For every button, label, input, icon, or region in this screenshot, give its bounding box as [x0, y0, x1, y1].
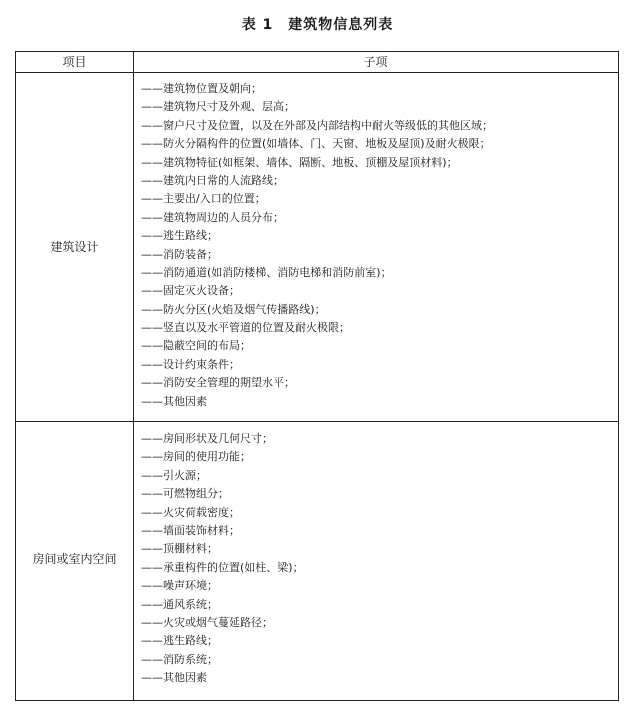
list-item: ——噪声环境；: [141, 579, 218, 593]
list-item: ——防火分区(火焰及烟气传播路线)；: [141, 302, 326, 316]
list-item: ——通风系统；: [141, 597, 218, 611]
list-item: ——消防通道(如消防楼梯、消防电梯和消防前室)；: [141, 265, 392, 279]
list-item: ——逃生路线；: [141, 634, 218, 648]
table-title: 表 1 建筑物信息列表: [241, 17, 394, 33]
building-info-table: [15, 51, 619, 701]
table-row-building-design: [16, 73, 618, 422]
list-item: ——顶棚材料；: [141, 542, 218, 556]
header-subitems: 子项: [363, 55, 388, 69]
subitem-list: [141, 80, 614, 411]
list-item: ——消防系统；: [141, 652, 218, 666]
list-item: ——建筑内日常的人流路线；: [141, 173, 284, 187]
list-item: ——承重构件的位置(如柱、梁)；: [141, 560, 304, 574]
category-cell: 房间或室内空间: [32, 552, 117, 566]
list-item: ——设计约束条件；: [141, 357, 240, 371]
table-header-row: [16, 52, 618, 73]
header-project: 项目: [62, 55, 87, 69]
list-item: ——可燃物组分；: [141, 487, 229, 501]
list-item: ——消防装备；: [141, 247, 218, 261]
list-item: ——建筑物特征(如框架、墙体、隔断、地板、顶棚及屋顶材料)；: [141, 155, 458, 169]
list-item: ——隐蔽空间的布局；: [141, 339, 251, 353]
list-item: ——固定灭火设备；: [141, 284, 240, 298]
list-item: ——墙面装饰材料；: [141, 523, 240, 537]
list-item: ——防火分隔构件的位置(如墙体、门、天窗、地板及屋顶)及耐火极限；: [141, 137, 491, 151]
list-item: ——竖直以及水平管道的位置及耐火极限；: [141, 321, 350, 335]
list-item: ——房间的使用功能；: [141, 450, 251, 464]
category-cell: 建筑设计: [50, 240, 99, 254]
list-item: ——建筑物位置及朝向；: [141, 82, 262, 95]
table-row-room-space: [16, 422, 618, 699]
list-item: ——其他因素: [141, 394, 207, 408]
list-item: ——窗户尺寸及位置，以及在外部及内部结构中耐火等级低的其他区域；: [141, 118, 493, 132]
list-item: ——消防安全管理的期望水平；: [141, 376, 295, 390]
list-item: ——其他因素: [141, 671, 207, 685]
list-item: ——建筑物周边的人员分布；: [141, 210, 284, 224]
list-item: ——火灾荷载密度；: [141, 505, 240, 519]
list-item: ——主要出/入口的位置；: [141, 192, 266, 206]
subitem-list: [141, 430, 614, 687]
list-item: ——建筑物尺寸及外观、层高；: [141, 100, 295, 114]
list-item: ——逃生路线；: [141, 229, 218, 243]
list-item: ——房间形状及几何尺寸；: [141, 432, 273, 445]
list-item: ——火灾或烟气蔓延路径；: [141, 615, 273, 629]
list-item: ——引火源；: [141, 468, 207, 482]
